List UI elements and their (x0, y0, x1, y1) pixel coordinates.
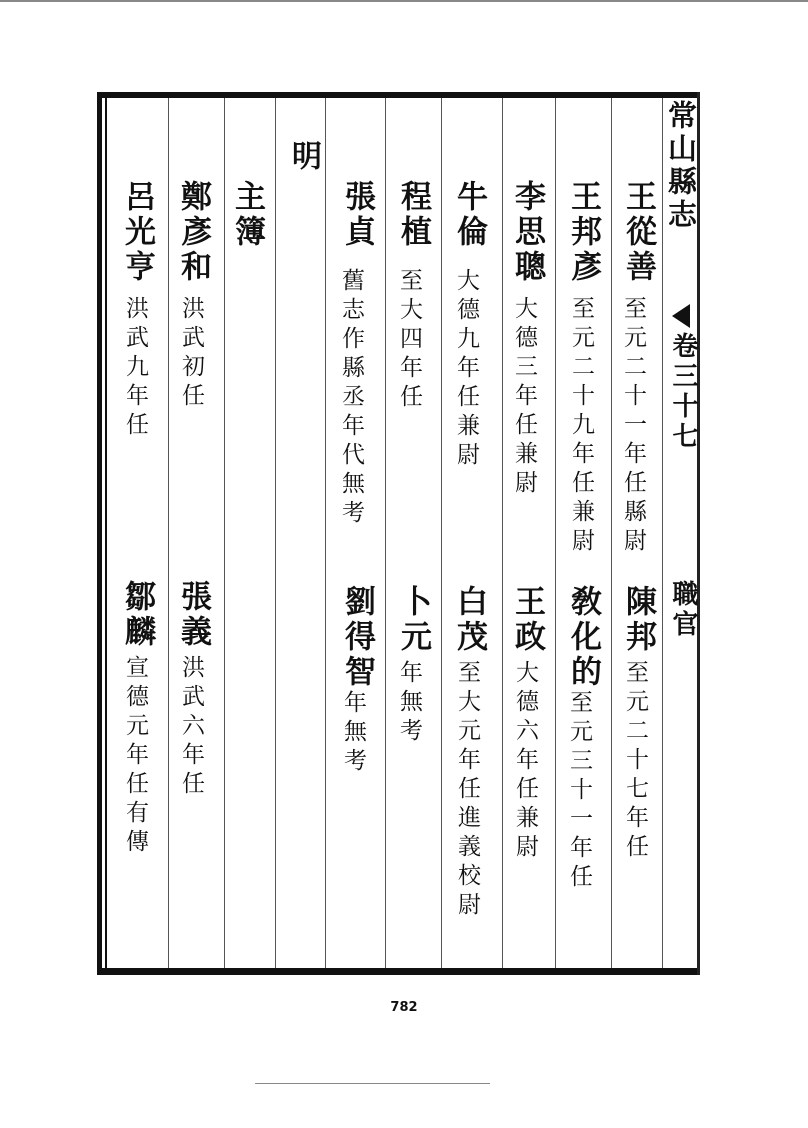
official-note: 至元二十一年任縣尉 (620, 296, 646, 557)
dynasty-heading: 明 (286, 140, 321, 174)
official-note: 洪武九年任 (122, 296, 148, 441)
official-name: 陳邦 (620, 585, 656, 655)
column-rule (441, 98, 442, 968)
column-rule (662, 98, 663, 968)
official-name: 呂光亨 (119, 180, 155, 285)
official-note: 至大四年任 (396, 268, 422, 413)
official-name: 卜元 (395, 585, 431, 655)
official-note: 年無考 (396, 660, 422, 747)
official-name: 鄒麟 (119, 580, 155, 650)
column-rule (502, 98, 503, 968)
column-rule (224, 98, 225, 968)
page-number: 782 (390, 1000, 418, 1015)
official-name: 程植 (395, 180, 431, 250)
column-rule (168, 98, 169, 968)
official-note: 舊志作縣丞年代無考 (338, 268, 364, 529)
column-rule (385, 98, 386, 968)
official-note: 至元二十七年任 (622, 660, 648, 863)
column-rule (325, 98, 326, 968)
fish-tail-mark (672, 304, 690, 328)
official-name: 敎化的 (565, 585, 601, 690)
office-title: 主簿 (229, 180, 265, 250)
official-name: 張貞 (339, 180, 375, 250)
frame-left-inner-border (105, 98, 107, 968)
column-rule (611, 98, 612, 968)
official-name: 白茂 (451, 585, 487, 655)
official-note: 至元二十九年任兼尉 (568, 296, 594, 557)
official-note: 大德三年任兼尉 (511, 296, 537, 499)
frame-top-border (97, 92, 699, 98)
official-name: 王政 (509, 585, 545, 655)
column-rule (275, 98, 276, 968)
official-note: 年無考 (340, 690, 366, 777)
frame-bottom-border (97, 968, 699, 975)
scan-top-edge (0, 0, 808, 2)
official-note: 至元三十一年任 (566, 690, 592, 893)
official-name: 鄭彥和 (175, 180, 211, 285)
book-title: 常山縣志 (664, 100, 698, 232)
official-note: 洪武六年任 (178, 655, 204, 800)
column-rule (555, 98, 556, 968)
official-note: 洪武初任 (178, 296, 204, 412)
official-note: 大德六年任兼尉 (512, 660, 538, 863)
official-note: 至大元年任進義校尉 (454, 660, 480, 921)
official-name: 李思聰 (509, 180, 545, 285)
official-name: 牛倫 (451, 180, 487, 250)
official-name: 王從善 (620, 180, 656, 285)
official-name: 張義 (175, 580, 211, 650)
official-name: 劉得智 (339, 585, 375, 690)
official-name: 王邦彥 (565, 180, 601, 285)
volume-label: 卷三十七 (668, 332, 698, 452)
official-note: 大德九年任兼尉 (453, 268, 479, 471)
chapter-label: 職官 (668, 580, 698, 640)
frame-left-border (97, 92, 102, 975)
scan-artifact-line (255, 1083, 490, 1084)
official-note: 宣德元年任有傳 (122, 655, 148, 858)
